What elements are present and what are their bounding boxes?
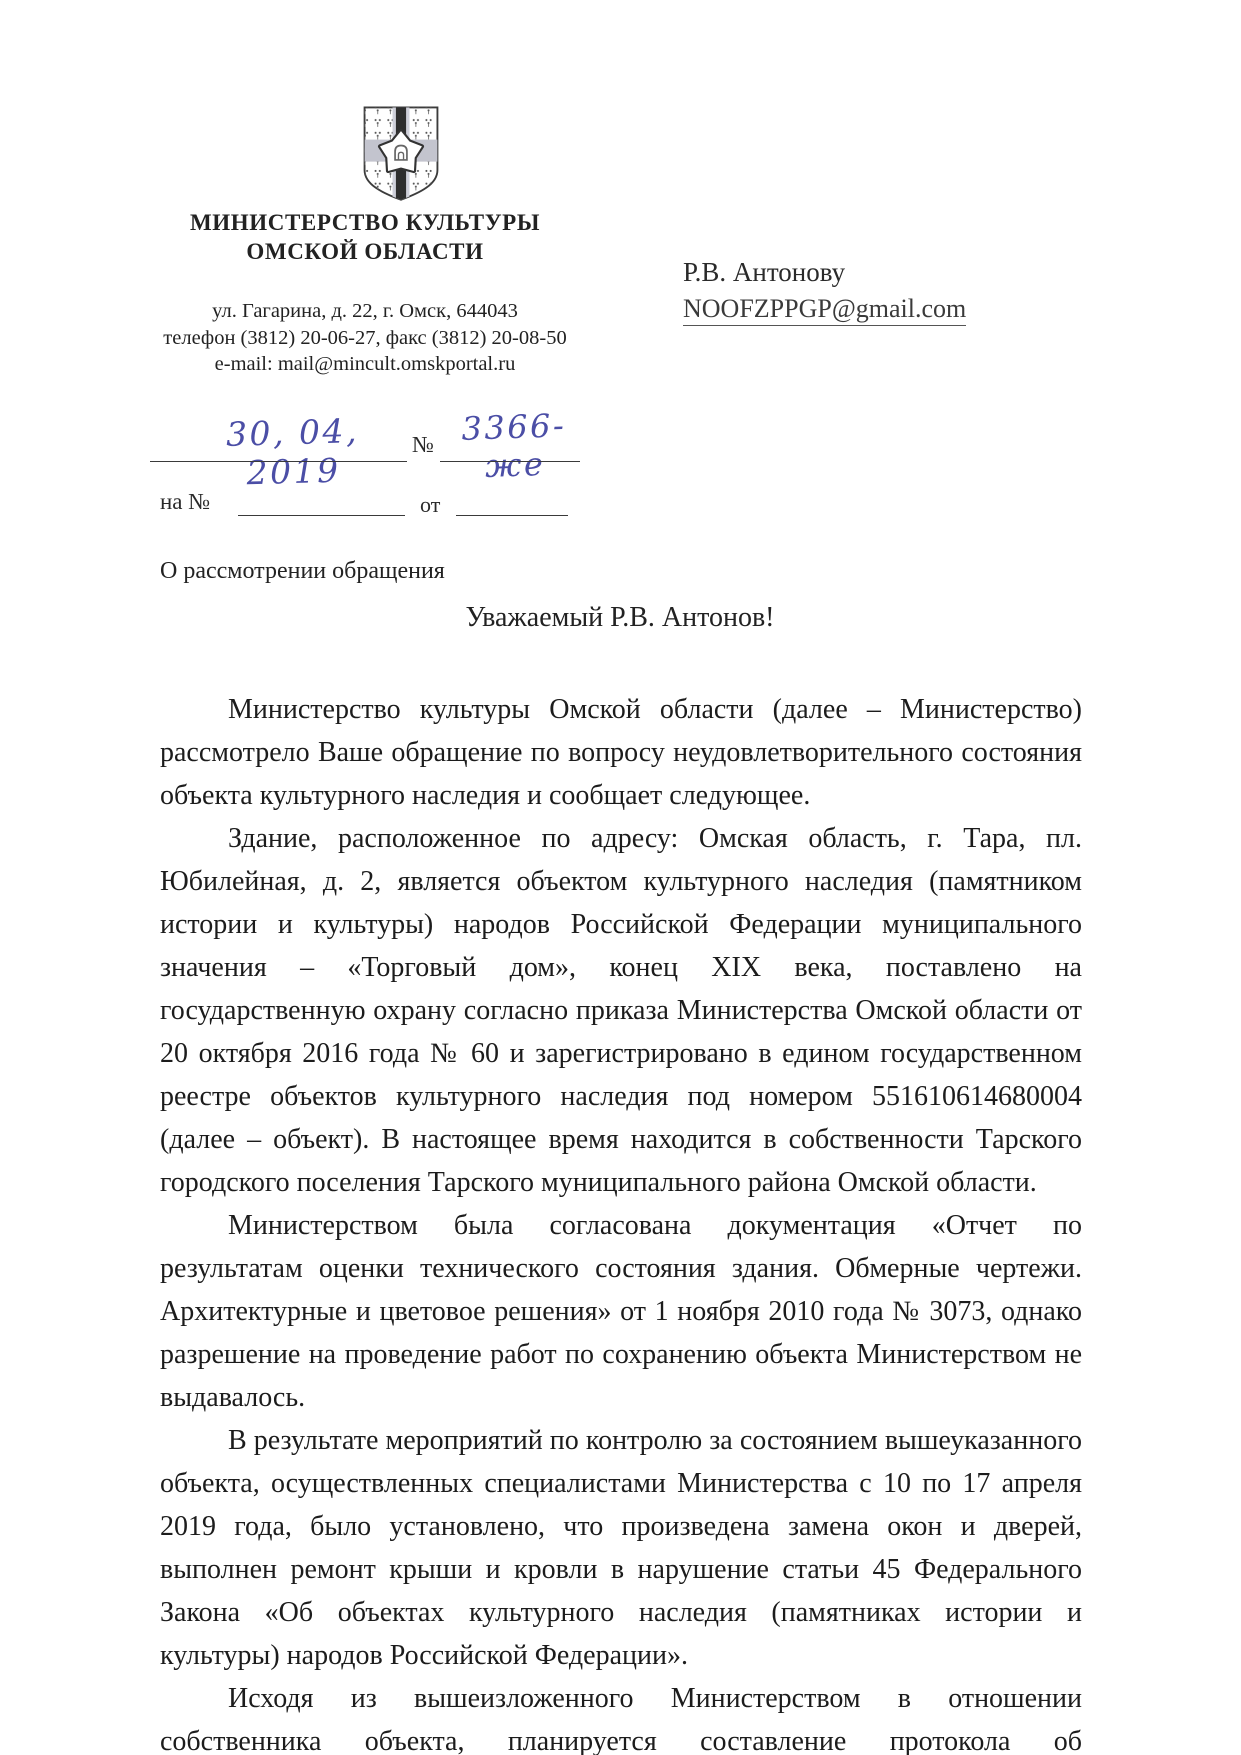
body-paragraph: Министерством была согласована документация «Отчет по результатам оценки технического состояния здания. Обмерные чертежи. Архитектурные и цветовое решения» от 1 ноября 2010 года № 3073, однако разрешение на проведение работ по сохранению объекта Министерством не выдавалось. [160,1210,1082,1413]
number-underline [440,461,580,462]
recipient-block [683,256,1013,326]
org-name-line1: МИНИСТЕРСТВО КУЛЬТУРЫ [189,210,541,235]
handwritten-date: 30, 04, 2019 [225,411,360,493]
reply-number-label: на № [160,489,211,514]
body-paragraph: Здание, расположенное по адресу: Омская область, г. Тара, пл. Юбилейная, д. 2, является объектом культурного наследия (памятником истории и культуры) народов Российской Федерации муниципального значения – «Торговый дом», конец XIX века, поставлено на государственную охрану согласно приказа Министерства Омской области от 20 октября 2016 года № 60 и зарегистрировано в едином государственном реестре объектов культурного наследия под номером 551610614680004 (далее – объект). В настоящее время находится в собственности Тарского городского поселения Тарского муниципального района Омской области. [160,823,1082,1198]
body-paragraph: Исходя из вышеизложенного Министерством в отношении собственника объекта, планируется составление протокола об [160,1683,1082,1755]
date-underline [150,461,407,462]
letterhead-org-name [140,208,590,266]
recipient-name: Р.В. Антонову [683,257,846,287]
letterhead-email: e-mail: mail@mincult.omskportal.ru [214,353,516,375]
body-paragraph: В результате мероприятий по контролю за состоянием вышеуказанного объекта, осуществленных специалистами Министерства с 10 по 17 апреля 2019 года, было установлено, что произведена замена окон и дверей, выполнен ремонт крыши и кровли в нарушение статьи 45 Федерального Закона «Об объектах культурного наследия (памятниках истории и культуры) народов Российской Федерации». [160,1425,1082,1671]
recipient-email: NOOFZPPGP@gmail.com [683,293,966,326]
letterhead-contacts [128,298,602,378]
body-paragraph: Министерство культуры Омской области (далее – Министерство) рассмотрело Ваше обращение по вопросу неудовлетворительного состояния объекта культурного наследия и сообщает следующее. [160,694,1082,811]
number-sign-label: № [412,432,434,457]
subject-line: О рассмотрении обращения [160,558,445,584]
handwritten-number: 3366-же [460,406,567,486]
salutation: Уважаемый Р.В. Антонов! [465,602,775,633]
letterhead-phone-fax: телефон (3812) 20-06-27, факс (3812) 20-08-50 [163,326,567,349]
letter-body [160,688,1082,1755]
org-name-line2: ОМСКОЙ ОБЛАСТИ [246,239,484,264]
coat-of-arms-icon [358,104,444,204]
letterhead-address: ул. Гагарина, д. 22, г. Омск, 644043 [212,300,518,322]
reply-number-underline [238,515,405,516]
reply-from-underline [456,515,568,516]
reply-from-label: от [420,492,441,517]
